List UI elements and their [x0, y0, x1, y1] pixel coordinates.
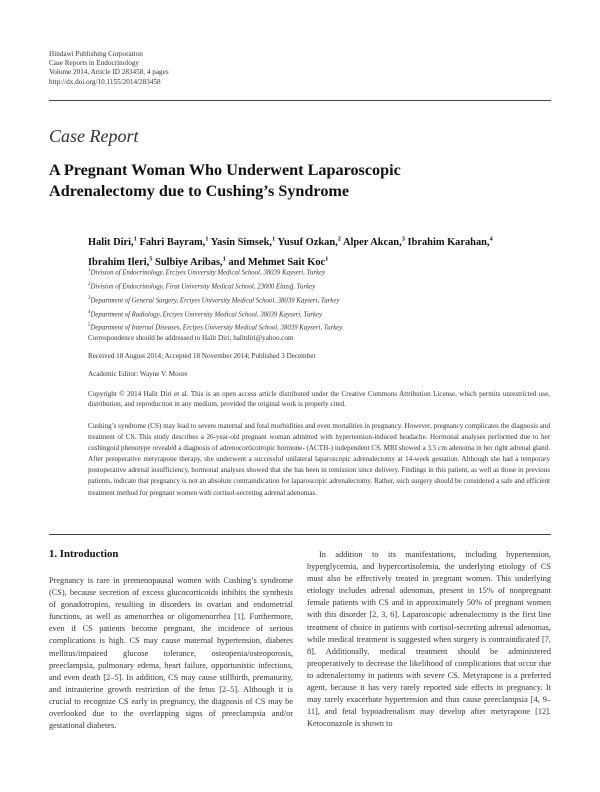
author: Yusuf Ozkan,$^2$ [277, 236, 341, 249]
article-title [49, 160, 549, 202]
journal-name: Case Reports in Endocrinology [49, 59, 140, 68]
affiliation: $^3$Department of General Surgery, Erciyes University Medical School, 38039 Kayseri, Turkey [88, 295, 340, 304]
affiliation-list [88, 265, 550, 334]
publisher-name: Hindawi Publishing Corporation [49, 50, 143, 58]
section-heading: 1. Introduction [49, 548, 119, 560]
doi-link[interactable]: http://dx.doi.org/10.1155/2014/283458 [49, 77, 161, 86]
right-column [307, 549, 551, 730]
author: Ibrahim Ileri,$^5$ [88, 255, 153, 268]
author: Ibrahim Karahan,$^4$ [407, 236, 493, 249]
volume-info: Volume 2014, Article ID 283458, 4 pages [49, 68, 169, 77]
author: and Mehmet Sait Koc$^1$ [228, 255, 329, 268]
correspondence-note: Correspondence should be addressed to Halit Diri; halitdiri@yahoo.com [88, 334, 294, 342]
body-paragraph: In addition to its manifestations, including hypertension, hyperglycemia, and hypercortisolemia, the underlying etiology of CS must also be effectively treated in pregnant women. This underlying etiology includes adrenal adenomas, present in 15% of nonpregnant female patients with CS and in approximately 50% of pregnant women with this disorder [2, 3, 6]. Laparoscopic adrenalectomy is the first line treatment of choice in patients with cortisol-secreting adrenal adenomas, while medical treatment is suggested when surgery is contraindicated [7, 8]. Additionally, medical treatment should be administered preoperatively to decrease the likelihood of complications that occur due to adrenalectomy in patients with severe CS. Metyrapone is a preferred agent, because it has very rarely reported side effects in pregnancy. It may rarely exacerbate hypertension and thus cause preeclampsia [4, 9–11], and fetal hypoadrenalism may develop after metyrapone [12]. Ketoconazole is shown to [307, 550, 551, 729]
article-type: Case Report [49, 126, 139, 146]
author: Halit Diri,$^1$ [88, 236, 137, 249]
header-divider [49, 100, 551, 101]
title-line-2: Adrenalectomy due to Cushing’s Syndrome [49, 182, 350, 200]
author: Alper Akcan,$^3$ [342, 236, 405, 249]
author: Yasin Simsek,$^1$ [210, 236, 276, 249]
abstract-divider [49, 534, 551, 535]
abstract-text: Cushing’s syndrome (CS) may lead to severe maternal and fetal morbidities and even mortalities in pregnancy. However, pregnancy complicates the diagnosis and treatment of CS. This study describes a 26-year-old pregnant woman admitted with hypertension-induced headache. Hormonal analyses performed due to her cushingoid phenotype revealed a diagnosis of adrenocorticotropic hormone- (ACTH-) independent CS. MRI showed a 3.5 cm adenoma in her right adrenal gland. After preoperative metyrapone therapy, she underwent a successful unilateral laparoscopic adrenalectomy at 14-week gestation. Although she had a temporary postoperative adrenal insufficiency, hormonal analyses showed that she has been in remission since delivery. Findings in this patient, as well as those in previous patients, indicate that pregnancy is not an absolute contraindication for laparoscopic adrenalectomy. Rather, such surgery should be considered a safe and efficient treatment method for pregnant women with cortisol-secreting adrenal adenomas. [88, 422, 550, 497]
author: Sulbiye Aribas,$^1$ [155, 255, 226, 268]
left-column [49, 575, 293, 732]
affiliation: $^1$Division of Endocrinology, Erciyes University Medical School, 38039 Kayseri, Turkey [88, 268, 326, 277]
body-paragraph: Pregnancy is rare in premenopausal women with Cushing’s syndrome (CS), because secretion of excess glucocorticoids inhibits the synthesis of gonadotropins, resulting in disorders in ovarian and endometrial functions, as well as amenorrhea or oligomenorrhea [1]. Furthermore, even if CS patients become pregnant, the incidence of serious complications is high. CS may cause maternal hypertension, diabetes mellitus/impaired glucose tolerance, osteopenia/osteoporosis, preeclampsia, pulmonary edema, heart failure, opportunistic infections, and even death [2–5]. In addition, CS may cause stillbirth, prematurity, and intrauterine growth restriction of the fetus [2–5]. Although it is crucial to recognize CS early in pregnancy, the diagnosis of CS may be overlooked due to the overlapping signs of preeclampsia and/or gestational diabetes. [49, 576, 293, 731]
title-line-1: A Pregnant Woman Who Underwent Laparoscopic [49, 161, 401, 179]
affiliation: $^2$Division of Endocrinology, Firat University Medical School, 23000 Elazığ, Turkey [88, 281, 316, 291]
copyright-notice: Copyright © 2014 Halit Diri et al. This is an open access article distributed under the Creative Commons Attribution License, which permits unrestricted use, distribution, and reproduction in any medium, provided the original work is properly cited. [88, 390, 550, 408]
publication-dates: Received 18 August 2014; Accepted 18 November 2014; Published 3 December [88, 352, 316, 360]
affiliation: $^4$Department of Radiology, Erciyes University Medical School, 38039 Kayseri, Turkey [88, 309, 323, 318]
journal-header [49, 50, 169, 87]
affiliation: $^5$Department of Internal Diseases, Erciyes University Medical School, 38039 Kayseri, Turkey [88, 323, 343, 332]
academic-editor: Academic Editor: Wayne V. Moore [88, 370, 188, 378]
author: Fahri Bayram,$^1$ [139, 236, 209, 249]
